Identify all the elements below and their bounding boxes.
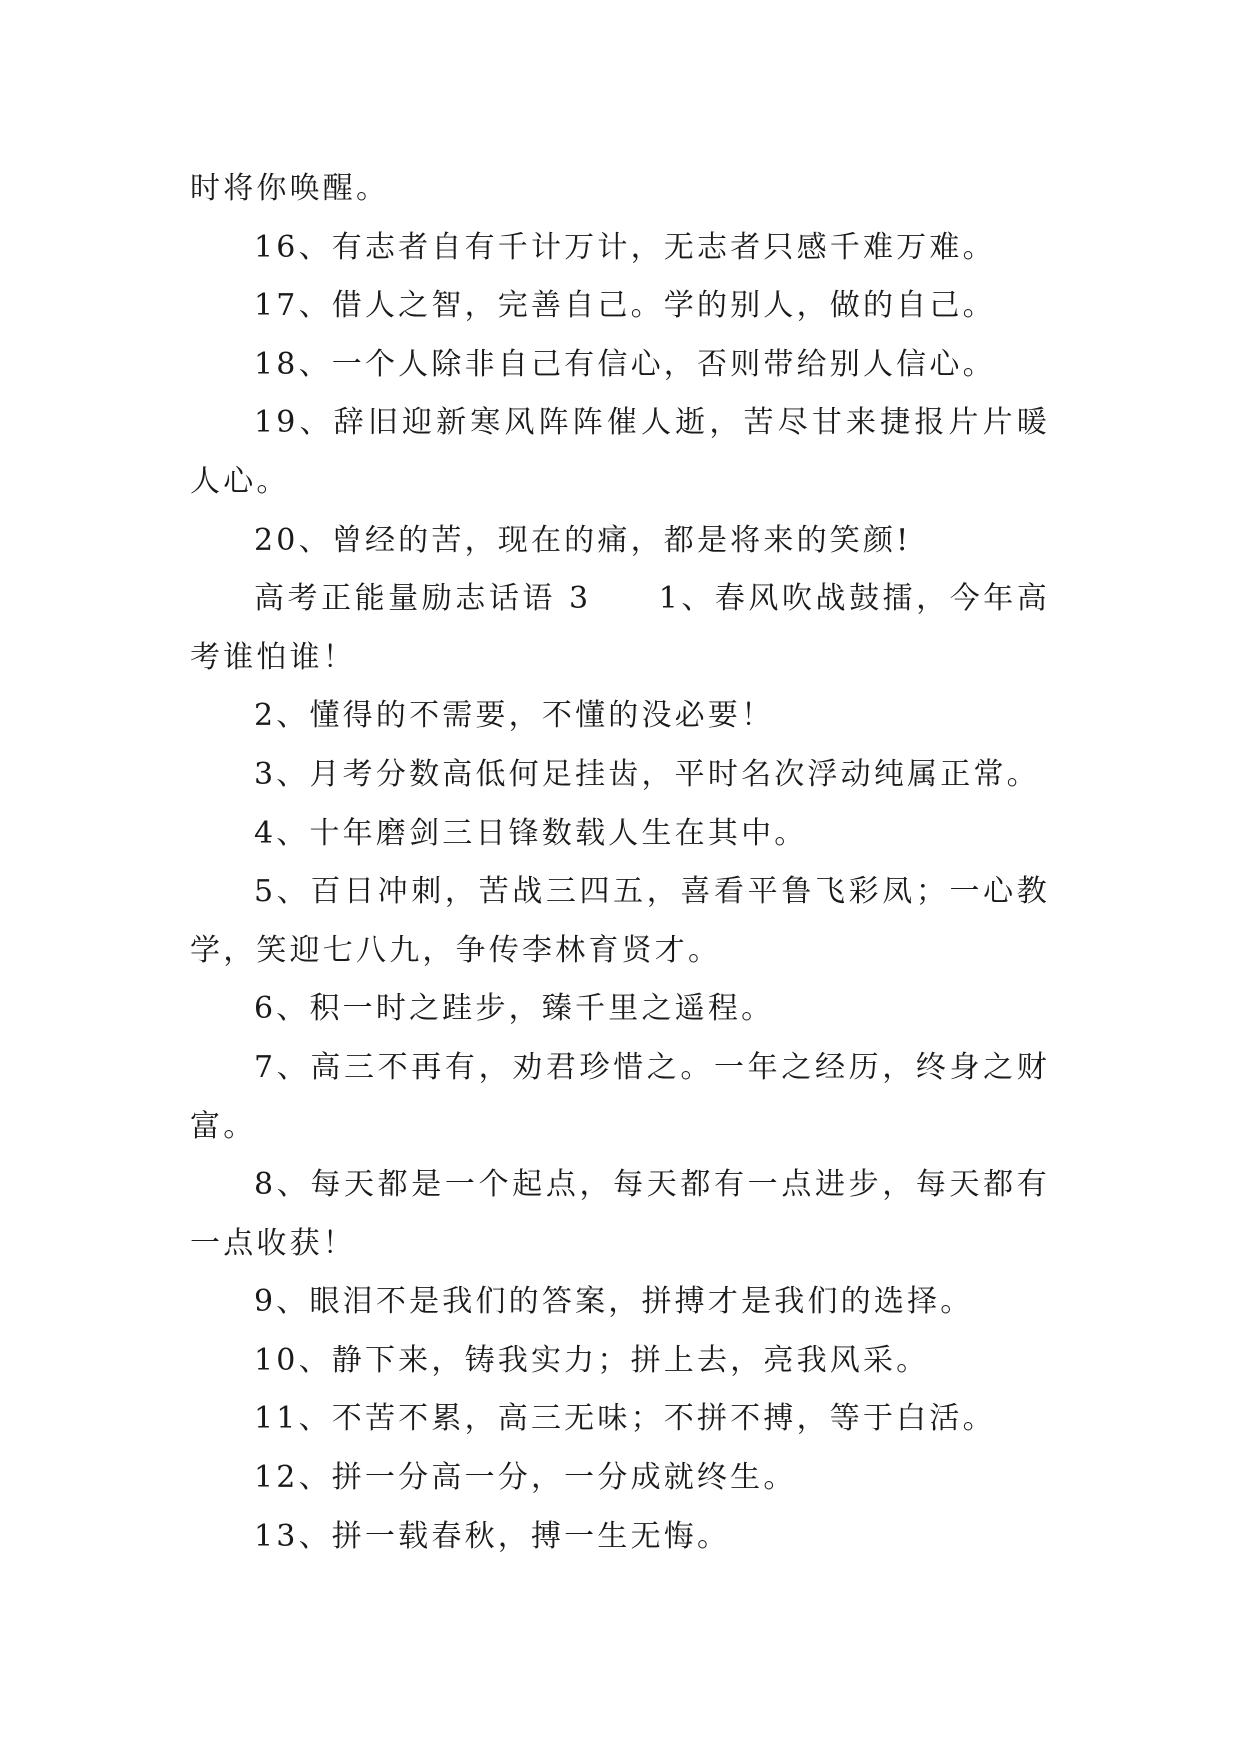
quote-8: 8、每天都是一个起点，每天都有一点进步，每天都有一点收获！	[190, 1167, 1050, 1261]
paragraph-continuation: 时将你唤醒。	[190, 171, 390, 206]
quote-3: 3、月考分数高低何足挂齿，平时名次浮动纯属正常。	[254, 756, 1040, 792]
quote-11: 11、不苦不累，高三无味；不拼不搏，等于白活。	[254, 1401, 996, 1437]
quote-6: 6、积一时之跬步，臻千里之遥程。	[254, 991, 775, 1027]
quote-13: 13、拼一载春秋，搏一生无悔。	[254, 1518, 731, 1554]
quote-5: 5、百日冲刺，苦战三四五，喜看平鲁飞彩凤；一心教学，笑迎七八九，争传李林育贤才。	[190, 874, 1050, 968]
quote-17: 17、借人之智，完善自己。学的别人，做的自己。	[254, 288, 996, 324]
quote-16: 16、有志者自有千计万计，无志者只感千难万难。	[254, 229, 996, 265]
quote-19: 19、辞旧迎新寒风阵阵催人逝，苦尽甘来捷报片片暖人心。	[190, 405, 1050, 499]
body-text	[190, 160, 1050, 1566]
section-3-heading-quote-1: 高考正能量励志话语 3 1、春风吹战鼓擂，今年高考谁怕谁！	[190, 581, 1050, 675]
quote-9: 9、眼泪不是我们的答案，拼搏才是我们的选择。	[254, 1284, 974, 1320]
quote-12: 12、拼一分高一分，一分成就终生。	[254, 1460, 797, 1496]
quote-7: 7、高三不再有，劝君珍惜之。一年之经历，终身之财富。	[190, 1049, 1050, 1144]
quote-10: 10、静下来，铸我实力；拼上去，亮我风采。	[254, 1342, 930, 1378]
quote-20: 20、曾经的苦，现在的痛，都是将来的笑颜!	[254, 522, 912, 558]
quote-18: 18、一个人除非自己有信心，否则带给别人信心。	[254, 346, 996, 382]
quote-4: 4、十年磨剑三日锋数载人生在其中。	[254, 815, 808, 851]
quote-2: 2、懂得的不需要，不懂的没必要！	[254, 698, 775, 734]
